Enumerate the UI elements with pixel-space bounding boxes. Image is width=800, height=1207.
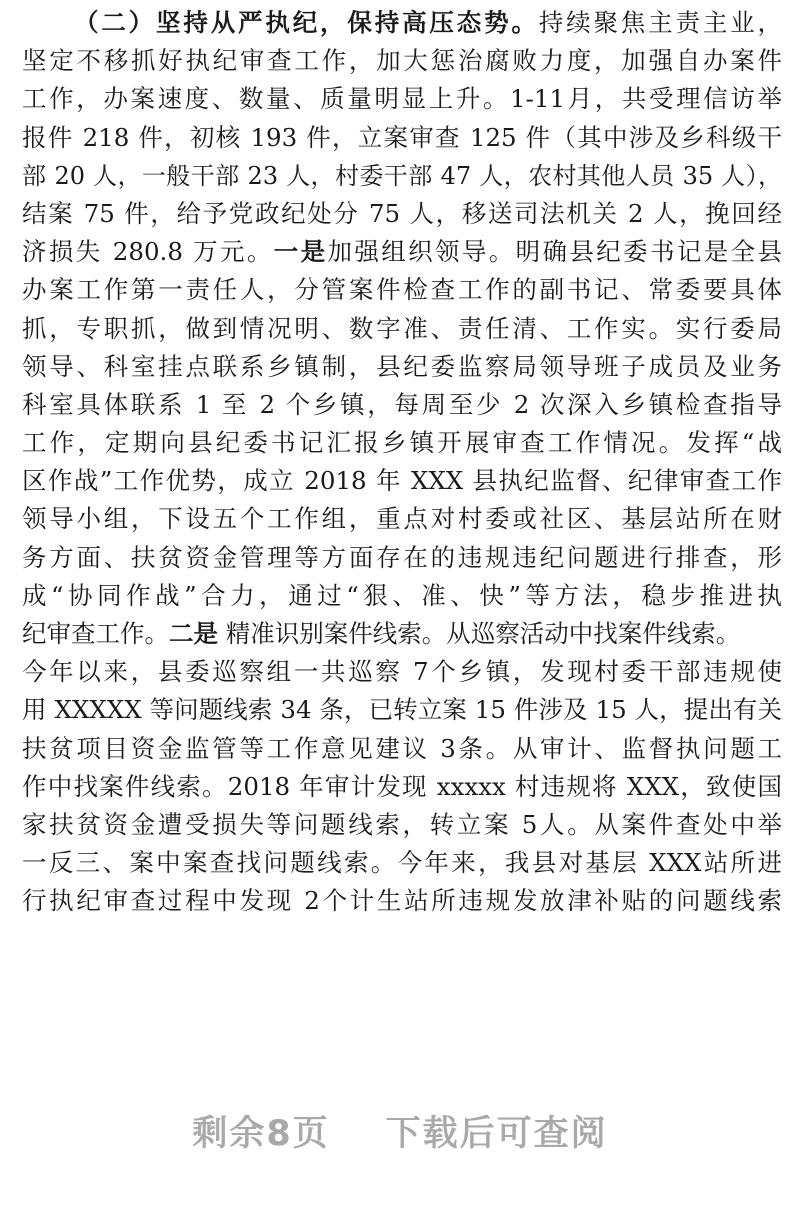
text-segment: 作中找案件线索。2018 年审计发现 xxxxx 村违规将 XXX，致使国 [22, 771, 782, 801]
paragraph-line [22, 424, 782, 462]
text-segment: 坚定不移抓好执纪审查工作，加大惩治腐败力度，加强自办案件 [22, 46, 782, 76]
paragraph-line [22, 195, 782, 233]
text-segment: 工作，办案速度、数量、质量明显上升。1-11月，共受理信访举 [22, 84, 782, 114]
text-segment: 持续聚焦主责主业， [538, 8, 783, 37]
paragraph-line [22, 462, 782, 500]
paragraph-line [22, 233, 782, 271]
text-segment: 领导小组，下设五个工作组，重点对村委或社区、基层站所在财 [22, 504, 782, 534]
paragraph-line [22, 577, 782, 615]
paragraph-line [22, 500, 782, 538]
remaining-pages-label: 剩余8页 [192, 1114, 330, 1154]
paragraph-line [22, 271, 782, 309]
download-hint-label: 下载后可查阅 [385, 1114, 608, 1154]
text-segment: 成“协同作战”合力，通过“狠、准、快”等方法，稳步推进执 [22, 580, 782, 610]
paragraph-line [22, 119, 782, 157]
bold-text-segment: 一是 [273, 237, 328, 267]
paragraph-line [22, 691, 782, 729]
text-segment: 用 XXXXX 等问题线索 34 条，已转立案 15 件涉及 15 人，提出有关 [22, 695, 782, 725]
text-segment: 区作战”工作优势，成立 2018 年 XXX 县执纪监督、纪律审查工作 [22, 466, 782, 496]
paragraph-line [22, 80, 782, 118]
paragraph-line [22, 4, 782, 42]
paragraph-line [22, 310, 782, 348]
text-segment: 一反三、案中案查找问题线索。今年来，我县对基层 XXX站所进 [22, 848, 782, 878]
text-segment: 加强组织领导。明确县纪委书记是全县 [327, 237, 783, 267]
paragraph-line [22, 348, 782, 386]
paragraph-line [22, 386, 782, 424]
text-segment: 部 20 人，一般干部 23 人，村委干部 47 人，农村其他人员 35 人）， [22, 161, 782, 190]
text-segment: 精准识别案件线索。从巡察活动中找案件线索。 [218, 619, 741, 648]
paragraph-line [22, 844, 782, 882]
paragraph-line [22, 768, 782, 806]
text-segment: 纪审查工作。 [22, 619, 169, 648]
text-segment: 工作，定期向县纪委书记汇报乡镇开展审查工作情况。发挥“战 [22, 428, 782, 458]
document-body [22, 4, 782, 921]
text-segment: 抓，专职抓，做到情况明、数字准、责任清、工作实。实行委局 [22, 313, 782, 343]
text-segment: 行执纪审查过程中发现 2个计生站所违规发放津补贴的问题线索 [22, 886, 782, 916]
paragraph-line [22, 539, 782, 577]
text-segment: 今年以来，县委巡察组一共巡察 7个乡镇，发现村委干部违规使 [22, 657, 782, 687]
paragraph-line [22, 806, 782, 844]
paragraph-line [22, 653, 782, 691]
text-segment: 结案 75 件，给予党政纪处分 75 人，移送司法机关 2 人，挽回经 [22, 198, 782, 228]
text-segment: 家扶贫资金遭受损失等问题线索，转立案 5人。从案件查处中举 [22, 809, 782, 839]
paragraph-line [22, 615, 782, 653]
text-segment: 科室具体联系 1 至 2 个乡镇，每周至少 2 次深入乡镇检查指导 [22, 389, 782, 419]
text-segment: 济损失 280.8 万元。 [22, 237, 274, 267]
text-segment: 报件 218 件，初核 193 件，立案审查 125 件（其中涉及乡科级干 [22, 122, 782, 152]
bold-text-segment: 二是 [169, 619, 218, 648]
text-segment: 务方面、扶贫资金管理等方面存在的违规违纪问题进行排查，形 [22, 542, 782, 572]
paragraph-line [22, 42, 782, 80]
text-segment: 办案工作第一责任人，分管案件检查工作的副书记、常委要具体 [22, 275, 782, 305]
paragraph-line [22, 157, 782, 195]
text-segment: 扶贫项目资金监管等工作意见建议 3条。从审计、监督执问题工 [22, 733, 782, 763]
paragraph-line [22, 730, 782, 768]
paragraph-line [22, 882, 782, 920]
bold-text-segment: （二）坚持从严执纪，保持高压态势。 [74, 8, 539, 37]
download-banner[interactable] [0, 1106, 800, 1156]
text-segment: 领导、科室挂点联系乡镇制，县纪委监察局领导班子成员及业务 [22, 351, 782, 381]
